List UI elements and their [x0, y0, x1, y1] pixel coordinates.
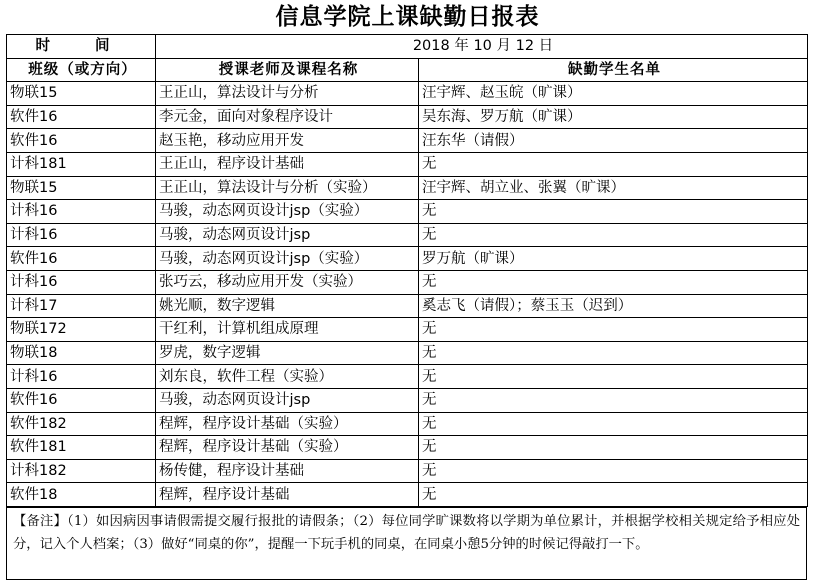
table-row: [7, 247, 808, 271]
class-cell: 计科17: [7, 294, 156, 318]
absent-students-cell: 无: [419, 436, 808, 460]
teacher-course-cell: 刘东良，软件工程（实验）: [156, 365, 419, 389]
remarks-note: 【备注】（1）如因病因事请假需提交履行报批的请假条；（2）每位同学旷课数将以学期为单位累计，并根据学校相关规定给予相应处分，记入个人档案；（3）做好“同桌的你”，提醒一下玩手机的同桌，在同桌小憩5分钟的时候记得敲打一下。: [6, 507, 807, 580]
teacher-course-cell: 程辉，程序设计基础（实验）: [156, 436, 419, 460]
table-row: [7, 200, 808, 224]
table-row: [7, 365, 808, 389]
absent-students-cell: 无: [419, 459, 808, 483]
teacher-course-cell: 杨传健，程序设计基础: [156, 459, 419, 483]
class-cell: 软件16: [7, 247, 156, 271]
table-row: [7, 436, 808, 460]
teacher-course-cell: 干红利，计算机组成原理: [156, 318, 419, 342]
class-cell: 软件182: [7, 412, 156, 436]
date-cell: 2018 年 10 月 12 日: [156, 35, 808, 59]
absent-students-cell: 无: [419, 483, 808, 507]
attendance-table: [6, 34, 808, 507]
table-row: [7, 388, 808, 412]
class-cell: 软件181: [7, 436, 156, 460]
class-cell: 计科16: [7, 223, 156, 247]
class-cell: 软件18: [7, 483, 156, 507]
header-row: [7, 58, 808, 82]
time-row: [7, 35, 808, 59]
class-cell: 计科182: [7, 459, 156, 483]
table-row: [7, 152, 808, 176]
table-row: [7, 223, 808, 247]
table-row: [7, 412, 808, 436]
teacher-course-cell: 马骏，动态网页设计jsp（实验）: [156, 200, 419, 224]
table-row: [7, 459, 808, 483]
class-cell: 软件16: [7, 129, 156, 153]
header-class: 班级（或方向）: [7, 58, 156, 82]
table-row: [7, 105, 808, 129]
time-label: 时 间: [7, 35, 156, 59]
absent-students-cell: 吴东海、罗万航（旷课）: [419, 105, 808, 129]
table-row: [7, 483, 808, 507]
class-cell: 物联15: [7, 176, 156, 200]
absent-students-cell: 无: [419, 223, 808, 247]
teacher-course-cell: 马骏，动态网页设计jsp: [156, 223, 419, 247]
teacher-course-cell: 张巧云，移动应用开发（实验）: [156, 270, 419, 294]
teacher-course-cell: 赵玉艳，移动应用开发: [156, 129, 419, 153]
teacher-course-cell: 马骏，动态网页设计jsp: [156, 388, 419, 412]
teacher-course-cell: 马骏，动态网页设计jsp（实验）: [156, 247, 419, 271]
table-row: [7, 294, 808, 318]
teacher-course-cell: 罗虎，数字逻辑: [156, 341, 419, 365]
table-row: [7, 318, 808, 342]
teacher-course-cell: 王正山，程序设计基础: [156, 152, 419, 176]
teacher-course-cell: 王正山，算法设计与分析（实验）: [156, 176, 419, 200]
class-cell: 软件16: [7, 388, 156, 412]
header-teacher-course: 授课老师及课程名称: [156, 58, 419, 82]
absent-students-cell: 无: [419, 365, 808, 389]
absent-students-cell: 罗万航（旷课）: [419, 247, 808, 271]
table-row: [7, 270, 808, 294]
absent-students-cell: 汪宇辉、赵玉皖（旷课）: [419, 82, 808, 106]
table-row: [7, 341, 808, 365]
teacher-course-cell: 李元金，面向对象程序设计: [156, 105, 419, 129]
absent-students-cell: 无: [419, 200, 808, 224]
absent-students-cell: 无: [419, 341, 808, 365]
absent-students-cell: 奚志飞（请假）；蔡玉玉（迟到）: [419, 294, 808, 318]
absent-students-cell: 无: [419, 152, 808, 176]
table-row: [7, 82, 808, 106]
class-cell: 计科16: [7, 365, 156, 389]
class-cell: 软件16: [7, 105, 156, 129]
absent-students-cell: 无: [419, 412, 808, 436]
table-row: [7, 176, 808, 200]
absent-students-cell: 无: [419, 318, 808, 342]
absent-students-cell: 汪宇辉、胡立业、张翼（旷课）: [419, 176, 808, 200]
table-row: [7, 129, 808, 153]
class-cell: 物联15: [7, 82, 156, 106]
class-cell: 计科181: [7, 152, 156, 176]
header-absent: 缺勤学生名单: [419, 58, 808, 82]
teacher-course-cell: 程辉，程序设计基础（实验）: [156, 412, 419, 436]
absent-students-cell: 无: [419, 388, 808, 412]
class-cell: 计科16: [7, 200, 156, 224]
teacher-course-cell: 王正山，算法设计与分析: [156, 82, 419, 106]
absent-students-cell: 汪东华（请假）: [419, 129, 808, 153]
class-cell: 物联172: [7, 318, 156, 342]
class-cell: 物联18: [7, 341, 156, 365]
teacher-course-cell: 姚光顺，数字逻辑: [156, 294, 419, 318]
page-title: 信息学院上课缺勤日报表: [275, 3, 540, 30]
teacher-course-cell: 程辉，程序设计基础: [156, 483, 419, 507]
class-cell: 计科16: [7, 270, 156, 294]
absent-students-cell: 无: [419, 270, 808, 294]
